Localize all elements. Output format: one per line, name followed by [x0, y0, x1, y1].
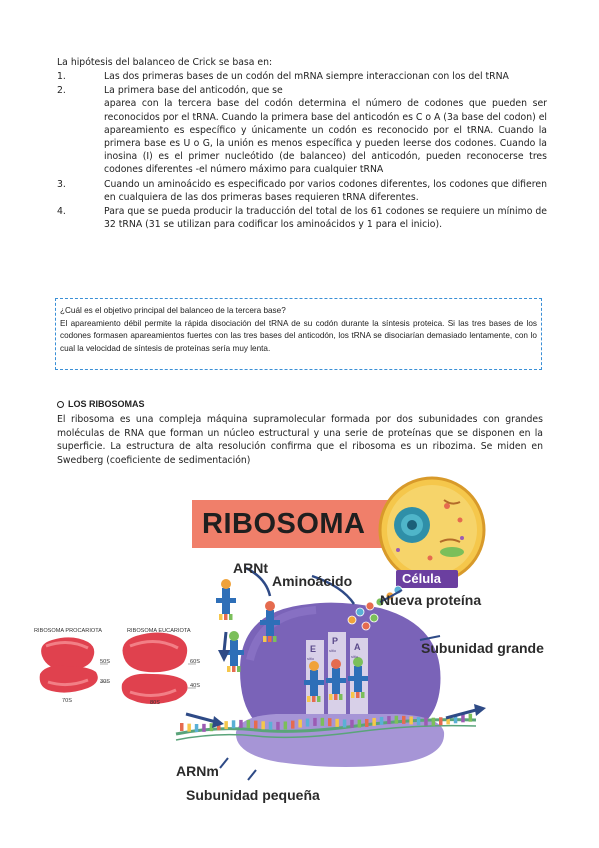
list-item: [57, 205, 547, 231]
cell-icon: [380, 478, 484, 582]
mrna-base: [232, 720, 236, 728]
aminoacido-label: Aminoácido: [272, 573, 353, 589]
arrow-icon: [224, 632, 226, 652]
mrna-base: [269, 722, 273, 730]
question-box: [55, 298, 542, 370]
mrna-base: [417, 717, 421, 725]
arrow-head-icon: [218, 650, 230, 662]
arrow-head-icon: [474, 704, 486, 716]
mrna-base: [224, 721, 228, 729]
list-text: aparea con la tercera base del codón determina el número de codones que pueden ser reconocidos por el tRNA. Cuando la primera base del anticodón es C o A (3a base del codon) el apareamiento es específico y únicamente un codón es reconocido por el tRNA. Cuando la primera base es U o G, la unión es menos específica y pueden leerse dos codones. Cuando la inosina (I) es el primer nucleótido (de balanceo) del anticodón, pueden reconocerse tres codones diferentes -el número máximo para cualquier tRNA: [104, 98, 547, 176]
mrna-base: [432, 718, 436, 726]
list-item: [57, 178, 547, 204]
eucariota-small: 40S: [190, 683, 200, 689]
list-item: [57, 70, 547, 83]
procariota-small: 30S: [100, 679, 110, 685]
mrna-base: [180, 723, 184, 731]
answer-text: El apareamiento débil permite la rápida disociación del tRNA de su codón durante la síntesis proteica. Si las tres bases de los codones formasen apareamientos fuertes con las tres bases del anticodón, los tRNA se disociarían demasiado lentamente, con lo cual la velocidad de síntesis de proteínas sería muy lenta.: [60, 318, 537, 353]
mrna-base: [335, 719, 339, 727]
mrna-base: [239, 720, 243, 728]
pointer-line: [220, 758, 228, 768]
eucariota-title: RIBOSOMA EUCARIOTA: [127, 628, 191, 634]
eucariota-total: 80S: [150, 700, 160, 706]
mrna-base: [439, 717, 443, 725]
arnt-label: ARNt: [233, 560, 268, 576]
mrna-base: [254, 721, 258, 729]
section-title-text: LOS RIBOSOMAS: [68, 399, 145, 409]
mrna-base: [372, 718, 376, 726]
mrna-base: [387, 716, 391, 724]
mrna-base: [306, 719, 310, 727]
mrna-base: [247, 720, 251, 728]
amino-acid-bead: [356, 608, 364, 616]
prokaryote-ribosome: [40, 637, 108, 692]
site-e: E: [310, 644, 317, 654]
site-p-sub: sitio: [329, 648, 337, 653]
list-text: Cuando un aminoácido es especificado por varios codones diferentes, los codones que difieren en cualquiera de las dos primeras bases requieren tRNA diferentes.: [104, 178, 547, 203]
pointer-line: [248, 770, 256, 780]
mrna-base: [402, 716, 406, 724]
intro-text: La hipótesis del balanceo de Crick se basa en:: [57, 57, 273, 68]
mrna-base: [291, 721, 295, 729]
mrna-base: [350, 720, 354, 728]
amino-acid-bead: [366, 602, 374, 610]
mrna-base: [343, 719, 347, 727]
mrna-base: [276, 722, 280, 730]
mrna-base: [284, 721, 288, 729]
ribosome-figure: [0, 470, 599, 848]
site-e-sub: sitio: [307, 656, 315, 661]
procariota-large: 50S: [100, 659, 110, 665]
mrna-base: [409, 716, 413, 724]
mrna-base: [395, 716, 399, 724]
amino-acid-bead: [370, 614, 378, 622]
list-text-lead: La primera base del anticodón, que se: [104, 85, 283, 97]
list-text: Las dos primeras bases de un codón del mRNA siempre interaccionan con los del tRNA: [104, 71, 509, 82]
amino-acid-bead: [348, 616, 356, 624]
amino-acid-bead: [362, 622, 370, 630]
list-number: 4.: [57, 206, 66, 218]
nueva-proteina-label: Nueva proteína: [380, 592, 482, 608]
trna-molecule: [216, 579, 236, 620]
mrna-base: [461, 714, 465, 722]
list-text: Para que se pueda producir la traducción del total de los 61 codones se requiere un mínimo de 32 tRNA (31 se utilizan para codificar los aminoácidos y 1 para el inicio).: [104, 206, 547, 231]
list-item: [57, 84, 547, 176]
mrna-base: [321, 718, 325, 726]
section-title: [57, 399, 145, 409]
subunidad-pequena-label: Subunidad pequeña: [186, 787, 320, 803]
site-a-sub: sitio: [351, 654, 359, 659]
list-number: 1.: [57, 71, 66, 82]
mrna-base: [195, 724, 199, 732]
question-text: ¿Cuál es el objetivo principal del balanceo de la tercera base?: [60, 306, 286, 315]
circle-bullet-icon: [57, 401, 64, 408]
mrna-base: [313, 718, 317, 726]
banner-title: RIBOSOMA: [202, 508, 366, 540]
eucariota-large: 60S: [190, 659, 200, 665]
site-p: P: [332, 636, 339, 646]
mrna-base: [328, 718, 332, 726]
mrna-base: [469, 714, 473, 722]
list-number: 3.: [57, 178, 66, 190]
mrna-base: [298, 720, 302, 728]
mrna-base: [365, 719, 369, 727]
arnm-label: ARNm: [176, 763, 219, 779]
hypothesis-list: [57, 70, 547, 232]
mrna-base: [187, 724, 191, 732]
procariota-total: 70S: [62, 698, 72, 704]
list-number: 2.: [57, 85, 66, 97]
section-body: El ribosoma es una compleja máquina supramolecular formada por dos subunidades con grandes moléculas de RNA que forman un núcleo estructural y una serie de proteínas que se disponen en la superficie. La estructura de alta resolución confirma que el ribosoma es un ribozima. Se miden en Swedberg (coeficiente de sedimentación): [57, 414, 543, 466]
mrna-base: [261, 721, 265, 729]
eukaryote-ribosome: [122, 632, 196, 704]
site-a: A: [354, 642, 361, 652]
mrna-base: [358, 720, 362, 728]
arrow-icon: [186, 714, 216, 722]
mrna-base: [380, 717, 384, 725]
procariota-title: RIBOSOMA PROCARIOTA: [34, 628, 102, 634]
mrna-base: [202, 724, 206, 732]
cell-label: Célula: [402, 571, 442, 586]
subunidad-grande-label: Subunidad grande: [421, 640, 544, 656]
mrna-base: [424, 718, 428, 726]
